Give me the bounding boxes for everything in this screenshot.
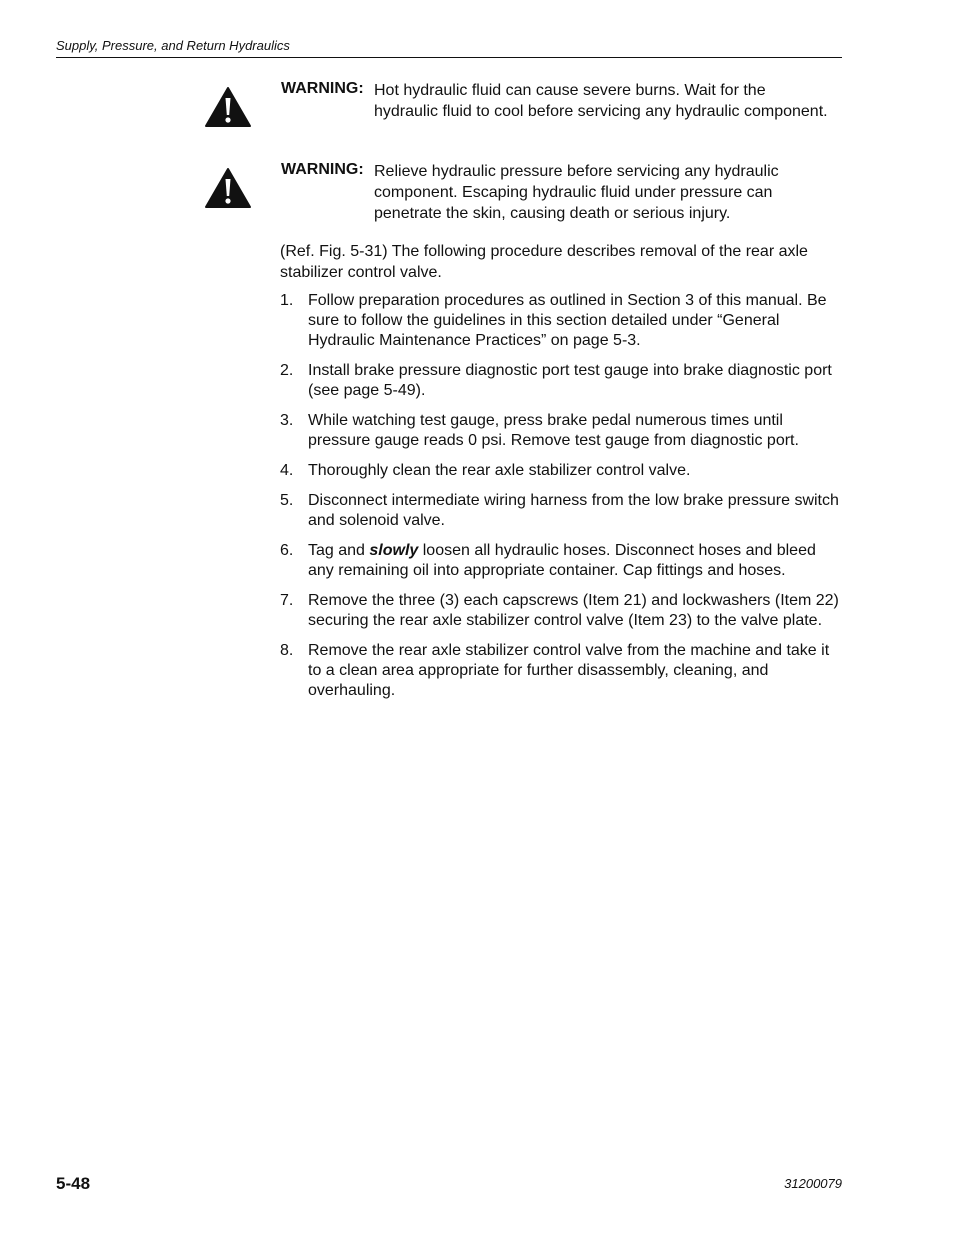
step-item	[280, 461, 845, 481]
step-item	[280, 411, 845, 451]
step-item	[280, 491, 845, 531]
step-number: 3.	[280, 412, 294, 429]
step-text	[308, 541, 845, 581]
step-item	[280, 541, 845, 581]
step-text: Remove the three (3) each capscrews (Item 21) and lockwashers (Item 22) securing the rear axle stabilizer control valve (Item 23) to the valve plate.	[308, 592, 839, 629]
page-header	[56, 37, 842, 58]
procedure-steps	[280, 291, 845, 711]
warning-triangle-icon	[204, 86, 252, 128]
intro-paragraph: (Ref. Fig. 5-31) The following procedure describes removal of the rear axle stabilizer control valve.	[280, 243, 808, 281]
header-title: Supply, Pressure, and Return Hydraulics	[56, 38, 290, 53]
step-item	[280, 291, 845, 351]
step-item	[280, 641, 845, 701]
step-item	[280, 591, 845, 631]
step-text: Install brake pressure diagnostic port test gauge into brake diagnostic port (see page 5-49).	[308, 362, 832, 399]
step-number: 5.	[280, 492, 294, 509]
warning-text: Hot hydraulic fluid can cause severe burns. Wait for the hydraulic fluid to cool before servicing any hydraulic component.	[374, 82, 828, 120]
step-number: 7.	[280, 592, 294, 609]
step-number: 6.	[280, 542, 294, 559]
warning-text: Relieve hydraulic pressure before servicing any hydraulic component. Escaping hydraulic fluid under pressure can penetrate the skin, causing death or serious injury.	[374, 163, 779, 222]
step-text-post: loosen all hydraulic hoses. Disconnect hoses and bleed any remaining oil into appropriate container. Cap fittings and hoses.	[308, 542, 816, 579]
warning-triangle-icon	[204, 167, 252, 209]
page-number: 5-48	[56, 1174, 91, 1193]
step-item	[280, 361, 845, 401]
step-text: Follow preparation procedures as outlined in Section 3 of this manual. Be sure to follow the guidelines in this section detailed under “General Hydraulic Maintenance Practices” on page 5-3.	[308, 292, 827, 349]
document-number: 31200079	[784, 1176, 842, 1191]
warning-label: WARNING:	[281, 80, 364, 97]
emphasis-text: slowly	[369, 542, 419, 559]
step-number: 1.	[280, 292, 294, 309]
step-text: While watching test gauge, press brake pedal numerous times until pressure gauge reads 0 psi. Remove test gauge from diagnostic port.	[308, 412, 799, 449]
step-text-pre: Tag and	[308, 542, 370, 559]
step-number: 4.	[280, 462, 294, 479]
step-text: Thoroughly clean the rear axle stabilizer control valve.	[308, 462, 691, 479]
step-number: 8.	[280, 642, 294, 659]
warning-label: WARNING:	[281, 161, 364, 178]
step-text: Disconnect intermediate wiring harness from the low brake pressure switch and solenoid valve.	[308, 492, 839, 529]
step-number: 2.	[280, 362, 294, 379]
step-text: Remove the rear axle stabilizer control valve from the machine and take it to a clean area appropriate for further disassembly, cleaning, and overhauling.	[308, 642, 830, 699]
